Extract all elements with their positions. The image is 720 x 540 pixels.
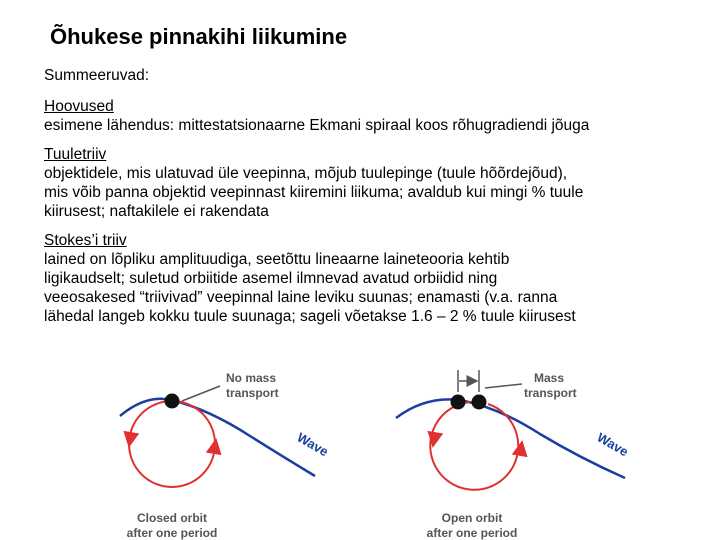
section-currents — [44, 97, 704, 135]
closed-orbit-panel — [120, 371, 331, 540]
transport-label: Mass — [534, 371, 565, 385]
content-body — [44, 66, 704, 336]
wave-label: Wave — [594, 429, 631, 460]
particle-dot — [472, 395, 487, 410]
orbit-caption: Open orbit — [441, 511, 503, 525]
page-title: Õhukese pinnakihi liikumine — [50, 24, 348, 49]
section-stokes-drift — [44, 231, 704, 326]
section-line: mis võib panna objektid veepinnast kiiremini liikuma; avaldub kui mingi % tuule — [44, 184, 584, 201]
section-heading: Stokes’i triiv — [44, 232, 127, 249]
section-wind-drift — [44, 145, 704, 221]
section-line: lähedal langeb kokku tuule suunaga; sageli võetakse 1.6 – 2 % tuule kiirusest — [44, 308, 576, 325]
orbit-arrow — [214, 446, 215, 452]
section-line: veeosakesed “triivivad” veepinnal laine leviku suunas; enamasti (v.a. ranna — [44, 289, 558, 306]
section-line: kiirusest; naftakilele ei rakendata — [44, 203, 269, 220]
pointer-line — [485, 384, 522, 388]
wave-label: Wave — [294, 429, 331, 460]
orbit-caption: Closed orbit — [136, 511, 208, 525]
orbit-arrow — [520, 448, 521, 454]
particle-dot — [451, 395, 466, 410]
particle-dot — [165, 394, 180, 409]
section-line: ligikaudselt; suletud orbiitide asemel ilmnevad avatud orbiidid ning — [44, 270, 498, 287]
intro-text: Summeeruvad: — [44, 67, 150, 84]
transport-label: No mass — [226, 371, 277, 385]
section-line: lained on lõpliku amplituudiga, seetõttu lineaarne laineteooria kehtib — [44, 251, 510, 268]
orbit-circle — [129, 401, 215, 487]
section-line: objektidele, mis ulatuvad üle veepinna, mõjub tuulepinge (tuule hõõrdejõud), — [44, 165, 568, 182]
section-heading: Tuuletriiv — [44, 146, 107, 163]
transport-label: transport — [524, 386, 577, 400]
orbit-arrow — [434, 434, 435, 440]
pointer-line — [182, 386, 220, 401]
orbit-diagram — [110, 364, 650, 540]
open-orbit-panel — [396, 370, 631, 540]
orbit-arrow — [130, 434, 131, 440]
orbit-circle — [430, 402, 518, 490]
orbit-caption: after one period — [126, 526, 218, 540]
orbit-caption: after one period — [426, 526, 518, 540]
wave-curve — [120, 399, 315, 476]
section-line: esimene lähendus: mittestatsionaarne Ekmani spiraal koos rõhugradiendi jõuga — [44, 117, 590, 134]
section-heading: Hoovused — [44, 98, 114, 115]
transport-label: transport — [226, 386, 279, 400]
